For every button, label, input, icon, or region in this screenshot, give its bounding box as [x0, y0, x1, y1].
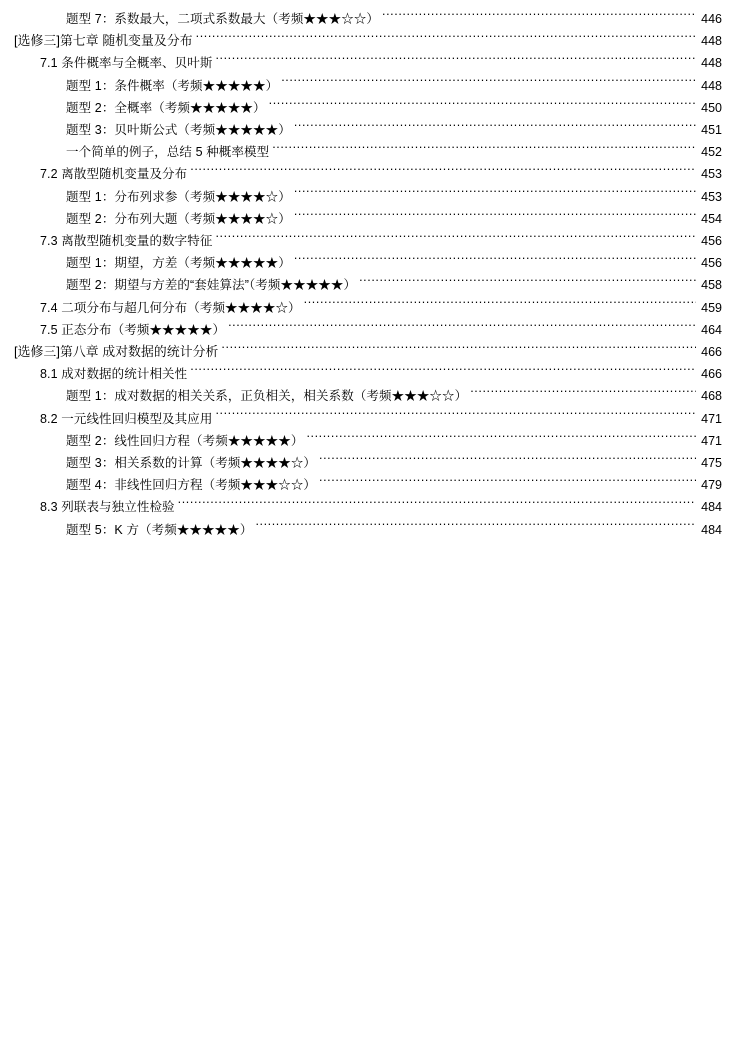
toc-entry[interactable]	[14, 30, 722, 52]
toc-entry-label: 7.1 条件概率与全概率、贝叶斯	[40, 56, 213, 71]
toc-leader-dots	[470, 388, 696, 400]
toc-entry-label: 一个简单的例子，总结 5 种概率模型	[66, 145, 270, 160]
toc-page-number: 453	[701, 167, 722, 182]
toc-entry-label: 7.3 离散型随机变量的数字特征	[40, 234, 213, 249]
toc-entry-label: 8.3 列联表与独立性检验	[40, 500, 175, 515]
toc-page-number: 475	[701, 456, 722, 471]
toc-entry-label: 题型 4：非线性回归方程（考频★★★☆☆）	[66, 478, 317, 493]
toc-entry[interactable]	[14, 119, 722, 141]
toc-entry-label: 题型 1：条件概率（考频★★★★★）	[66, 78, 279, 93]
toc-leader-dots	[294, 122, 696, 134]
toc-entry-label: 题型 7：系数最大，二项式系数最大（考频★★★☆☆）	[66, 12, 380, 26]
toc-entry-label: 题型 2：期望与方差的“套娃算法”（考频★★★★★）	[66, 278, 357, 293]
toc-leader-dots	[294, 211, 696, 223]
toc-entry-label: 题型 3：贝叶斯公式（考频★★★★★）	[66, 123, 291, 138]
toc-entry[interactable]	[14, 75, 722, 97]
toc-leader-dots	[306, 433, 696, 445]
toc-page-number: 448	[701, 56, 722, 71]
toc-entry[interactable]	[14, 297, 722, 319]
toc-page-number: 448	[701, 34, 722, 49]
toc-entry[interactable]	[14, 274, 722, 296]
toc-entry-label: 题型 1：期望，方差（考频★★★★★）	[66, 256, 291, 271]
toc-entry[interactable]	[14, 252, 722, 274]
toc-leader-dots	[319, 477, 696, 489]
toc-entry[interactable]	[14, 519, 722, 541]
toc-leader-dots	[215, 55, 696, 67]
toc-entry-label: 题型 2：线性回归方程（考频★★★★★）	[66, 433, 304, 448]
toc-page-number: 450	[701, 100, 722, 115]
toc-leader-dots	[294, 255, 696, 267]
toc-leader-dots	[190, 166, 696, 178]
toc-entry-label: 7.4 二项分布与超几何分布（考频★★★★☆）	[40, 300, 301, 315]
toc-entry[interactable]	[14, 452, 722, 474]
toc-page-number: 459	[701, 300, 722, 315]
toc-leader-dots	[281, 78, 696, 90]
toc-page-number: 454	[701, 211, 722, 226]
toc-page-number: 484	[701, 522, 722, 537]
toc-page-number: 453	[701, 189, 722, 204]
toc-entry[interactable]	[14, 430, 722, 452]
toc-page-number: 452	[701, 145, 722, 160]
toc-entry[interactable]	[14, 319, 722, 341]
toc-leader-dots	[221, 344, 696, 356]
toc-leader-dots	[255, 522, 696, 534]
toc-leader-dots	[304, 300, 696, 312]
toc-leader-dots	[215, 233, 696, 245]
toc-leader-dots	[359, 277, 696, 289]
toc-page-number: 456	[701, 234, 722, 249]
toc-leader-dots	[178, 499, 696, 511]
toc-page-number: 458	[701, 278, 722, 293]
toc-entry[interactable]	[14, 8, 722, 30]
table-of-contents	[14, 8, 722, 541]
toc-entry[interactable]	[14, 363, 722, 385]
toc-page-number: 466	[701, 367, 722, 382]
toc-entry[interactable]	[14, 474, 722, 496]
toc-page-number: 466	[701, 345, 722, 360]
toc-leader-dots	[272, 144, 696, 156]
toc-page-number: 471	[701, 433, 722, 448]
toc-entry-label: 7.5 正态分布（考频★★★★★）	[40, 322, 226, 337]
toc-page-number: 446	[701, 12, 722, 26]
toc-entry-label: 题型 2：分布列大题（考频★★★★☆）	[66, 211, 291, 226]
toc-page-number: 448	[701, 78, 722, 93]
toc-leader-dots	[190, 366, 696, 378]
toc-entry-label: 题型 1：分布列求参（考频★★★★☆）	[66, 189, 291, 204]
toc-entry-label: 题型 3：相关系数的计算（考频★★★★☆）	[66, 456, 317, 471]
toc-entry-label: 7.2 离散型随机变量及分布	[40, 167, 188, 182]
toc-page-number: 479	[701, 478, 722, 493]
toc-page-number: 464	[701, 322, 722, 337]
toc-entry-label: [选修三]第八章 成对数据的统计分析	[14, 344, 219, 360]
toc-entry[interactable]	[14, 230, 722, 252]
toc-page-number: 484	[701, 500, 722, 515]
toc-entry[interactable]	[14, 186, 722, 208]
toc-entry-label: 8.2 一元线性回归模型及其应用	[40, 411, 213, 426]
toc-page-number: 451	[701, 123, 722, 138]
toc-entry[interactable]	[14, 496, 722, 518]
toc-leader-dots	[269, 100, 696, 112]
toc-leader-dots	[294, 189, 696, 201]
toc-entry[interactable]	[14, 163, 722, 185]
toc-entry[interactable]	[14, 385, 722, 407]
toc-entry[interactable]	[14, 141, 722, 163]
toc-entry[interactable]	[14, 97, 722, 119]
toc-entry-label: 题型 1：成对数据的相关关系，正负相关，相关系数（考频★★★☆☆）	[66, 389, 468, 404]
toc-entry[interactable]	[14, 341, 722, 363]
toc-leader-dots	[319, 455, 696, 467]
toc-entry[interactable]	[14, 52, 722, 74]
toc-entry-label: 题型 2：全概率（考频★★★★★）	[66, 100, 266, 115]
toc-leader-dots	[215, 411, 696, 423]
toc-leader-dots	[196, 33, 696, 45]
toc-entry-label: [选修三]第七章 随机变量及分布	[14, 33, 193, 49]
toc-leader-dots	[382, 11, 696, 23]
toc-page-number: 471	[701, 411, 722, 426]
toc-page-number: 468	[701, 389, 722, 404]
toc-entry-label: 8.1 成对数据的统计相关性	[40, 367, 188, 382]
toc-entry[interactable]	[14, 408, 722, 430]
toc-entry[interactable]	[14, 208, 722, 230]
toc-entry-label: 题型 5：K 方（考频★★★★★）	[66, 522, 253, 537]
toc-page-number: 456	[701, 256, 722, 271]
toc-leader-dots	[228, 322, 696, 334]
